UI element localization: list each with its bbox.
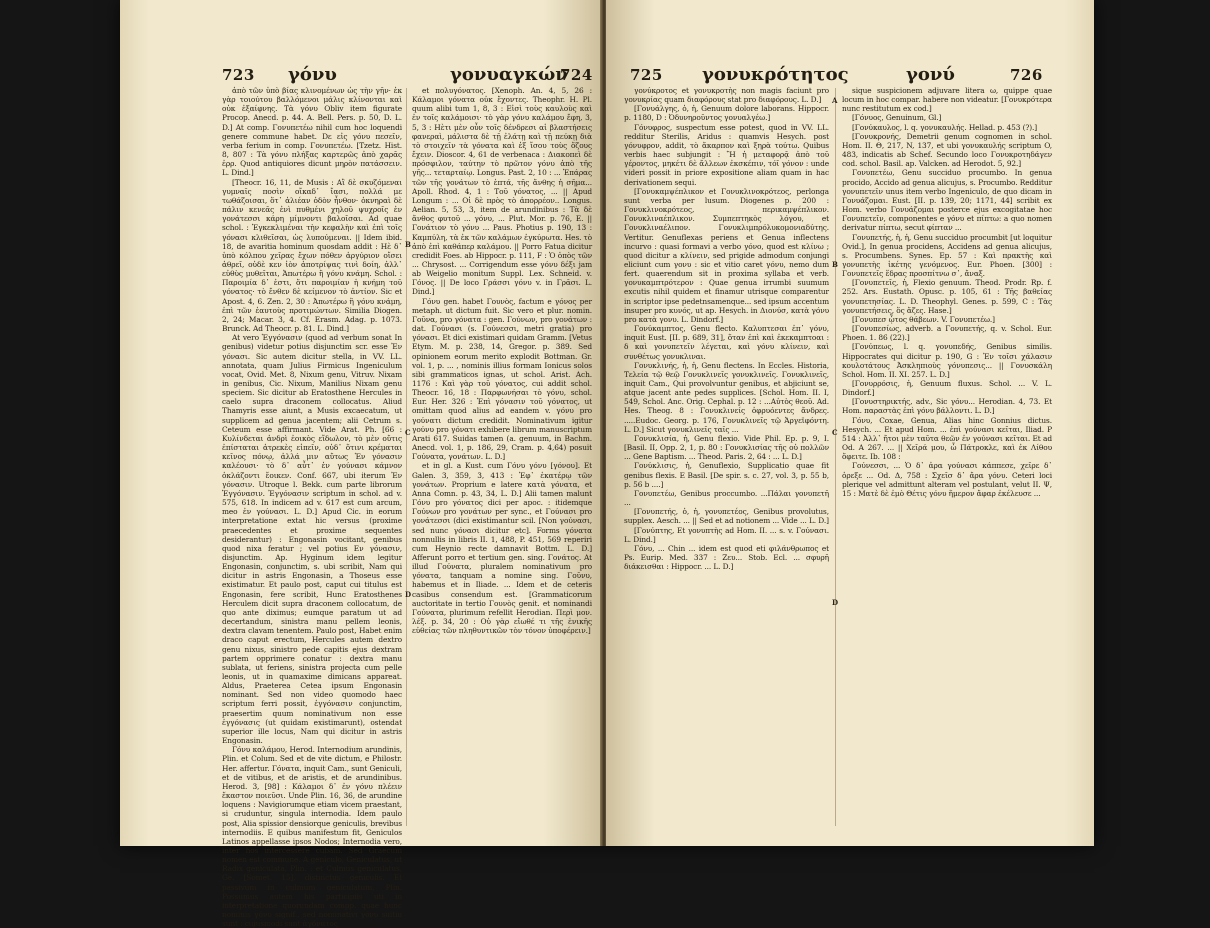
margin-letter-d: D [832,598,839,607]
paragraph: Γόνυ gen. habet Γουνὸς, factum e γόνος per metaph. ut dictum fuit. Sic vero et plur. nomin. Γοῦνα, pro γόνατα : gen. Γούνων, pro γονάτων : dat. Γούνασι (s. Γούνεσσι, metri gratia) pro γόνασι. Et dici existimari quidam Gramm. [Vetus Etym. M. p. 238, 14, Gregor. p. 389. Sed opinionem eorum merito explodit Bottman. Gr. vol. 1, p. ... , nominis illius formam Ionicus solos sibi grammaticos ignas, ut schol. Arist. Ach. 1176 : Καὶ γὰρ τοῦ γόνατος, cui addit schol. Theocr. 16, 18 : Παρφωνήσαι τὸ γόνυ, schol. Eur. Her. 326 : Ἐπὶ γόνασιν τοῦ γόνατος, ut omittam quod alius ad eandem v. γόνυ pro γούνατι dictum credidit. Nominativum igitur γούνυ pro γόνατι exhibere librum manuscriptum Arati 617. Suidas tamen (a. genuum, in Bachm. Anecd. vol. 1, p. 186, 29, Cram. p. 4,64) posuit Γούνατα, γονάτων. L. D.] [412,296,592,462]
left-page-column-1 [222,86,402,928]
page-number-725: 725 [630,66,663,84]
paragraph: γονύκροτος et γονυκροτὴς non magis faciunt pro γονυκρίας quam διαφόρους stat pro διαφόρους. L. D.] [624,86,829,105]
paragraph: Γονυπετής, ἡ, ἡ, Genu succiduo procumbit [ut loquitur Ovid.], In genua procidens, Accidens ad genua alicujus, s. Procumbens. Synes. Ep. 57 : Καὶ πρακτὴς καὶ γονυπετὴς ἱκέτης γενόμενος. Eur. Phoen. [300] : Γονυπετεῖς ἕδρας προσπίτνω σ᾽, ἄναξ. [842,232,1052,279]
paragraph: Γόνυ, Coxae, Genua, Alias hinc Gonnius dictus. Hesych. ... Et apud Hom. ... ἐπὶ γούνασι κεῖται, Iliad. P 514 : Ἀλλ᾽ ἤτοι μὲν ταῦτα θεῶν ἐν γούνασι κεῖται. Et ad Od. A 267. ... || Χεῖρά μου, ὦ Πάτροκλε, καὶ ἐκ Λίθου ὄφειτε. Ib. 108 : [842,415,1052,462]
paragraph: et πολυγόνατος. [Xenoph. An. 4, 5, 26 : Κάλαμοι γόνατα οὐκ ἔχοντες. Theophr. H. Pl. quum alibi tum 1, 8, 3 : Εἰσὶ τοὺς καυλοὺς καὶ ἐν τοῖς καλάμοισι· τὸ γὰρ γόνυ καλάμου ἔφη, 3, 5, 3 : Ηὲτι μὲν οὖν τοῖς δένδρεσι αἱ βλαστήσεις φανεραὶ, μάλιστα δὲ τῇ ἐλάτῃ καὶ τῇ πεύκῃ διὰ τὸ στοιχεῖν τὰ γόνατα καὶ ἐξ ἴσου τοὺς ὄζους ἔχειν. Dioscor. 4, 61 de verbenaca : Διακοπεὶ δὲ πρόσφιλον, ταύτην τὸ πρῶτον γόνυ ἀπὸ τῆς γῆς... τεταρταίῳ. Longus. Past. 2, 10 : ... Ἐπάρας τῶν τῆς γονάτων τὸ ἑπτά, τῆς ἄνθης ἡ σῆμα... Apoll. Rhod. 4, 1 : Τοῦ γόνατος, ... || Apud Longum : ... Οἱ δὲ πρὸς τὸ ἀπορρέον.. Longus. Aelian. 5, 53, 3, item de arundinibus : Τὰ δὲ ἄνθος φυτοῦ ... γόνυ, ... Plut. Mor. p. 76, E. || Γονάτιον τὸ γόνυ ... Paus. Photius p. 190, 13 : Καμπύλη, τὰ ἐκ τῶν καλάμων ἐγκύρωτα. Hes. τὸ ἀπὸ ἐπὶ καθάπερ καλάμου. || Porro Fatua dicitur credidit Foes. ab Hippocr. p. 111, F : Ὁ ὁπὸς τῶν ... Chrysost. ... Corrigendum esse γόνυ δέξι jam ab Weigelio monitum Suppl. Lex. Schneid. v. Γόνος. || De loco Γράσσι γόνυ v. in Γρᾶσι. L. Dind.] [412,86,592,297]
paragraph: et in gl. a Kust. cum Γόνυ γόνυ [γόνου]. Et Galen. 3, 359, 3, 413 : Ἐφ᾽ ἑκατέρῳ τῶν γονάτων. Proprium e latere κατὰ γόνατα, et Anna Comn. p. 43, 34, L. D.] Alii tamen malunt Γόνυ pro γόνατος dici per apoc. : itidemque Γούνων pro γονάτων per sync., et Γούνασι pro γονάτεσσι (dici existimantur scil. [Non γούνασι, sed nunc γόνασι dicitur etc]. Forms γόνατα nonnullis in libris II. 1, 488, P. 451, 569 reperiri cum Heynio recte damnavit Bottm. L. D.] Afferunt porro et tertium gen. sing. Γονάτος. At illud Γούνατα, pluralem nominativum pro γόνατα, tanquam a nomine sing. Γοῦνυ, habemus et in Iliade. ... Idem et de ceteris casibus consendum est. [Grammaticorum auctoritate in tertio Γουνὸς genit. et nominandi Γούνατα, plurimum refellit Herodian. Περὶ μον. λέξ. p. 34, 20 : Οὐ γὰρ εἴωθέ τι τῆς ἑνικῆς εὐθείας τῶν πληθυντικῶν τὸν τόνον ὑποφέρειν.] [412,461,592,636]
paragraph: [Γονύκαυλος, l. q. γονυκαυλής. Hellad. p. 453 (?).] [852,122,1038,132]
paragraph: Γούνεσσι, ... Ὁ δ᾽ ἀρα γούνασι κάππεσε, χεῖρε δ᾽ ὀρεξε ... Od. Δ, 758 : Σχεῖσ δ᾽ ἄρα γόνυ. Ceteri loci plerique vel admittunt alteram vel postulant, velut II. Ψ, 15 : Ματὲ δὲ ἐμὸ Θέτις γόνυ ἥμερον ἄφαρ ἐκέλευσε ... [842,461,1052,498]
running-head-gonu: γόνυ [288,64,337,85]
paragraph: Γόνυ καλάμου, Herod. Internodium arundinis, Plin. et Colum. Sed et de vite dictum, e Philostr. Her. affertur. Γόνατα, inquit Cam., sunt Geniculi, et de vitibus, et de aristis, et de arundinibus. Herod. 3, [98] : Κάλαμοι δ᾽ ἐν γόνυ πλέειν ἕκαστον ποιεῦσι. Unde Plin. 16, 36, de arundine loquens : Navigiorumque etiam vicem praestant, si cruduntur, singula internodia. Idem paulo post, Alia spissior densiorque geniculis, brevibus internodiis. E quibus manifestum fit, Geniculos Latinos appellasse ipsos Nodos; Internodia vero, inter hos intercessere cubam. Sed Graecum nomen est commune. A geniculo, Geniculatus, ut Radix geniculata, Plin. : et Culmus geniculatus, Ge. [Somet. 15], distinctus geniculis. Et passivum in culmum geniculatum, Plin. Possumus autem his participiis uti in interpretatione quorundam compp. quae hunc nominis γόνυ signif., sed nominativi γόνυ suitiu sunt : cujusmodi sunt ἀγόνατος [222,745,402,928]
book-spread [120,0,1094,928]
paragraph: [Γονυκρονής, Demetrii genum cognomen in schol. Hom. II. Θ, 217, N, 137, et ubi γονυκαυλής scriptum O, 483, indicatis ab Schef. Secundo loco Γονυκροτηδάγεν cod. schol. Basil. ap. Valcken. ad Herodot. 5, 92.] [842,131,1052,169]
paragraph: [Γονύπτης, Et γονυπτὴς ad Hom. II. ... s. v. Γούνασι. L. Dind.] [624,525,829,544]
running-head-gonuagkon: γονυαγκών [450,64,568,85]
margin-letter-d: D [405,590,412,599]
right-page [606,0,1094,846]
paragraph: Γονυπετέω, Genu succiduo procumbo. In genua procido, Accido ad genua alicujus, s. Procumbo. Redditur γονυπετεῖν unus item verbo Ingeniculo, de quo dicam in Γονυάζομαι. Eust. [II. p. 139, 20; 1171, 44] scribit ex Hom. verbo Γονυάζομαι posterce ejus excogitatae hoc Γονυπετεῖν, componentes e γόνυ et πίπτω: a quo nomen derivatur πίπτω, secut φίπταν ... [842,168,1052,233]
margin-letter-b: B [832,260,838,269]
page-number-723: 723 [222,66,255,84]
paragraph: Γονυκλινής, ἡ, ἡ, Genu flectens. In Eccles. Historia, Τελεία τῷ θεῷ Γονυκλινεῖς γονυκλινεῖς. Γονυκλινεῖς, inquit Cam., Qui provolvuntur genibus, et abjiciunt se, atque jacent ante pedes supplices. [Schol. Hom. II. I, 549, Schol. Anc. Orig. Cephal. p. 12 : ...Αὐτὸς θεοῦ. Ad. Hes. Theog. 8 : Γονυκλινείς ὀφρυόεντες ἄνδρες. .....Eudoc. Georg. p. 176, Γονυκλινεῖς τῷ Ἀργεϊφόντη. L. D.] Sicut γονυκλινεῖς ταῖς ... [624,360,829,434]
margin-letter-b: B [405,240,411,249]
paragraph: Γονύκλισις, ἡ, Genuflexio, Supplicatio quae fit genibus flexis. E Basil. [De spir. s. c. 27, vol. 3, p. 55 b, p. 56 b ....] [624,461,829,489]
right-page-column-2 [842,86,1052,826]
left-page [120,0,602,928]
margin-letter-c: C [832,428,838,437]
paragraph: [Γονυπεσ ᾧτος θάβεων. V. Γονυπετέω.] [852,314,995,324]
paragraph: sique suspicionem adjuvare litera ω, quippe quae locum in hoc compar. habere non videatur. [Γονυκρότερα nunc restitutum ex cod.] [842,86,1052,114]
paragraph: [Γονυάλγης, ὁ, ἡ, Genuum dolore laborans. Hippocr. p. 1180, D : Ὀδυνηροῦντος γονυαλγέω.] [624,104,829,123]
paragraph: [Theocr. 16, 11, de Musis : Αἳ δὲ σκυζόμεναι γυμναῖς ποσὶν οἴκαδ᾽ ἴασι, πολλά με τωθάζοισαι, ὅτ᾽ ἀλιέαν ὁδὸν ἦνθον· ὀκνηραὶ δὲ πάλιν κενεᾶς ἐνὶ πυθμένι χηλοῦ ψυχροῖς ἐν γονάτεσσι κάρη μίμνοντι βαλοῖσαι. Ad quae schol. : Ἐγκεκλιμέναι τὴν κεφαλὴν καὶ ἐπὶ τοῖς γόνασι κλιθεῖσαι, ὡς λυπούμεναι. || Idem ibid. 18, de avaritia hominum quosdam addit : Ηὲ δ᾽ ὑπὸ κόλπου χεῖρας ἔχων πόθεν ἀργύριον οἴσει ἀθρεῖ, οὐδὲ κεν ἰὸν ἀποτρίψας τινὶ δοίη, ἀλλ᾽ εὐθὺς μυθεῖται, Ἀπωτέρω ἢ γόνυ κνάμη. Schol. : Παροιμία δ᾽ ἐστι, ὅτι παροιμίαν ἡ κνήμη τοῦ γόνατος· τὸ ἔνθεν δὲ κείμενον τὸ ἀντίον. Sic et Apost. 4, 6. Zen. 2, 30 : Ἀπωτέρω ἢ γόνυ κνάμη, ἐπὶ τῶν ἑαυτοὺς προτιμώντων. Similia Diogen. 2, 24; Macar. 3, 4. Cf. Erasm. Adag. p. 1073. Brunck. Ad Theocr. p. 81. L. Dind.] [222,177,402,334]
paragraph: At vero Ἐγγόνασιν (quod ad verbum sonat In genibus) videtur potius disjunctim scr. esse Ἐν γόνασι. Sic autem dicitur stella, in VV. LL. annotata, quam Julius Firmicus Ingeniculum vocat, Ovid. Met. 8, Nixum genu, Vitruv. Nixam in genibus, Cic. Nixum, Manilius Nixam genu speciem. Sic dicitur ab Eratosthene Hercules in caelo supra draconem collocatus. Aliud Thamyris esse aiunt, a Musis excaecatum, ut supplicem ad genua jacentem; alii Cetrum s. Ceteum esse affirmant. Vide Arat. Ph. [66 : Κυλίνδεται ἀνδρὶ ἐοικὸς εἴδωλον, τὸ μὲν οὔτις ἐπίσταται ἀτρεκὲς εἰπεῖν, οὐδ᾽ ὅτινι κρέμαται κεῖνος πόνῳ, ἀλλά μιν αὔτως Ἐν γόνασιν καλέουσι· τὸ δ᾽ αὖτ᾽ ἐν γούνασι κάμνον ὀκλάζοντι ἔοικεν. Conf. 667, ubi iterum Ἐν γόνασιν. Utroque l. Bekk. cum parte librorum Ἐγγόνασιν. Ἐγγόνασιν scriptum in schol. ad v. 575, 618. In indicem ad v. 617 est cum arcum, meo ἐν γούνασι. L. D.] Apud Cic. in eorum interpretatione extat hic versus (proxime praecedentes et proxime sequentes desiderantur) : Engonasin vocitant, genibus quod nixa feratur ; vel potius Εν γόνασιν, disjunctim. Ap. Hyginum idem legitur Engonasin, conjunctim, s. ubi scribit, Nam qui dicitur in astris Engonasin, a Thoseus esse existimatur. Et paulo post, caput cui titulus est Engonasin, fere scribit, Hunc Eratosthenes Herculem dicit supra draconem collocatum, de quo ante diximus; eumque paratum ut ad decertandum, sinistra manu pellem leonis, dextra clavam tenentem. Paulo post, Habet enim draco caput erectum, Hercules autem dextro genu nixus, sinistro pede capitis ejus dextram partem opprimere conatur : dextra manu sublata, ut feriens, sinistra projecta cum pelle leonis, ut in quamaxime dimicans appareat. Aldus, Praeterea Cetea ipsum Engonasin nominant. Sed non video quomodo haec scriptum ferri possit, ἐγγόνασιν conjunctim, praesertim quum nominativum non esse ἐγγόνασις (ut quidam existimarunt), ostendat superior ille locus, Nam qui dicitur in astris Engonasin. [222,333,402,746]
page-number-726: 726 [1010,66,1043,84]
margin-letter-a: A [832,96,838,105]
paragraph: [Γονυκαμψέπλικον et Γονυκλινοκρότεος, perlonga sunt verba per lusum. Diogenes p. 200 : Γονυκλινοκρότεος, περικαμψέπλικον. Γονυκλιναέπλικον. Συμπεπτηκὸς λόγου, et Γονυκλιναέλιπον. Γονυκλιμπρόλυκομονιαδύτης. Vertitur. Genuflexas periens et Genua inflectens incurvo : quasi formavi a verbo γόνο, quod est κλίνω ; quod dicitur a κλίνειν, sed prigide admodum conjungi eliciunt cum γονυ : sic et vitio caret γόνυ, nemo dum fert. quaerendum sit in proxima syllaba et verb. γονυκαμπτρότερον : Quae genua irrumbi suumum excutis nihil quidem et finamur utrisque comparentur in scriptor ipse pedetnsamenque... sed ipsum accentum insuper pro κυνός, ut ap. Hesych. in Διονύσ, κατὰ γόνυ pro κατὰ γονυ. L. Dindorf.] [624,186,829,324]
paragraph: Γονύκαμπτος, Genu flecto. Καλυπτεσαι ἐπ᾽ γόνυ, inquit Eust. [II. p. 689, 31], ὅταν ἐπὶ καὶ ἐκεκαμπτοαι : δ καὶ γονυπετεῖν λέγεται, καὶ γόνυ κλίνειν, καὶ συνθέτως γονυκλιναι. [624,324,829,361]
margin-letter-c: C [405,428,411,437]
column-rule [406,88,407,826]
paragraph: [Γονύπεως, l. q. γονυπεδής, Genibus similis. Hippocrates qui dicitur p. 190, G : Ἐν τοῖσι χάλασιν κουλοτάτους Ἀσκληπιοὺς γόνυπεσις... || Γονυσκάλη Schol. Hom. II. XI. 257. L. D.] [842,342,1052,379]
page-number-724: 724 [560,66,593,84]
paragraph: [Γονυρρόσις, ἡ, Genuum fluxus. Schol. ... V. L. Dindorf.] [842,379,1052,398]
paragraph: Γονυπετέω, Genibus proccumbo. ...Πάλαι γονυπετῆ ... [624,488,829,508]
paragraph: [Γονυπετεῖς, ἡ, Flexio genuum. Theod. Prodr. Rp. f. 252. Ars. Eustath. Opusc. p. 105, 61 : Τῆς βαθείας γονυπετησίας. L. D. Theophyl. Genes. p. 599, C : Τὰς γονυπετήσεις, ὅς ἄζες. Hase.] [842,278,1052,315]
paragraph: [Γονυστηρικτής, adv., Sic γόνυ... Herodian. 4, 73. Et Hom. παραστὰς ἐπὶ γόνυ βάλλοντι. L. D.] [842,397,1052,416]
paragraph: Γόνυφρος, suspectum esse potest, quod in VV. LL. redditur Sterilis, Aridus : quamvis Hesych. post γόνυφρον, addit, τὸ ἄκαρπον καὶ ξηρὰ τούτω. Quibus verbis haec subjungit : Ἢ ἡ μεταφορᾷ ἀπὸ τοῦ γέροντος, μηκέτι δὲ ἄλλεων ἐκσκέπιν, τόῖ γόνον : unde videri possit in priore expositione aliam quam in hac derivationem sequi. [624,122,829,187]
paragraph: ἀπὸ τῶν ὑπὸ βίας κλινομένων ὡς τὴν γῆν· ἐκ γὰρ τοιούτου βαλλόμενοι μάλις κλίνονται καὶ οὐκ ἐξαίφνης. Tὰ γόνυ Obliv item figurate Procop. Anecd. p. 44. A. Bell. Pers. p. 50, D. L. D.] At comp. Γονυπετέω nihil cum hoc loquendi genere commune habet. Dε εἰς γόνυ πεσεῖν, verba ferium in comp. Γονυπετέω. [Tzetz. Hist. 8, 807 : Tὰ γόνυ πλήξας καρτερῶς ἀπὸ χαρᾶς ἐρρ. Quod antiquiores dicunt μηρὸν πατάσσειν. L. Dind.] [222,86,402,178]
paragraph: [Γονυπετής, ὁ, ἡ, γονυπετέος, Genibus provolutus, supplex. Aesch. ... || Sed et ad notionem ... Vide ... L. D.] [624,507,829,526]
paragraph: Γονυκλισία, ἡ, Genu flexio. Vide Phil. Ep. p. 9, I. [Basil. II, Opp. 2, 1, p. 80 : Γονυκλισίας τῆς οὐ πολλῶν ... Gene Baptism. ... Theod. Paris. 2, 64 : ... L. D.] [624,433,829,462]
paragraph: [Γονυπεσίως, adverb. a Γονυπετής, q. v. Schol. Eur. Phoen. 1. 86 (22).] [842,324,1052,343]
paragraph: Γόνυ, ... Chin ... idem est quod eti φιλάνθρωπος et Ps. Eurip. Med. 337 : Ζευ... Stob. Ecl. ... σφυρῆ διάκεισθαι : Hippocr. ... L. D.] [624,543,829,572]
right-page-column-1 [624,86,829,826]
paragraph: [Γόνυος, Genuinum, Gl.] [852,113,942,123]
running-head-gonukroteros: γονυκρότητος [702,64,849,85]
left-page-column-2 [412,86,592,826]
column-rule [835,88,836,826]
running-head-gonu-right: γονύ [906,64,955,85]
